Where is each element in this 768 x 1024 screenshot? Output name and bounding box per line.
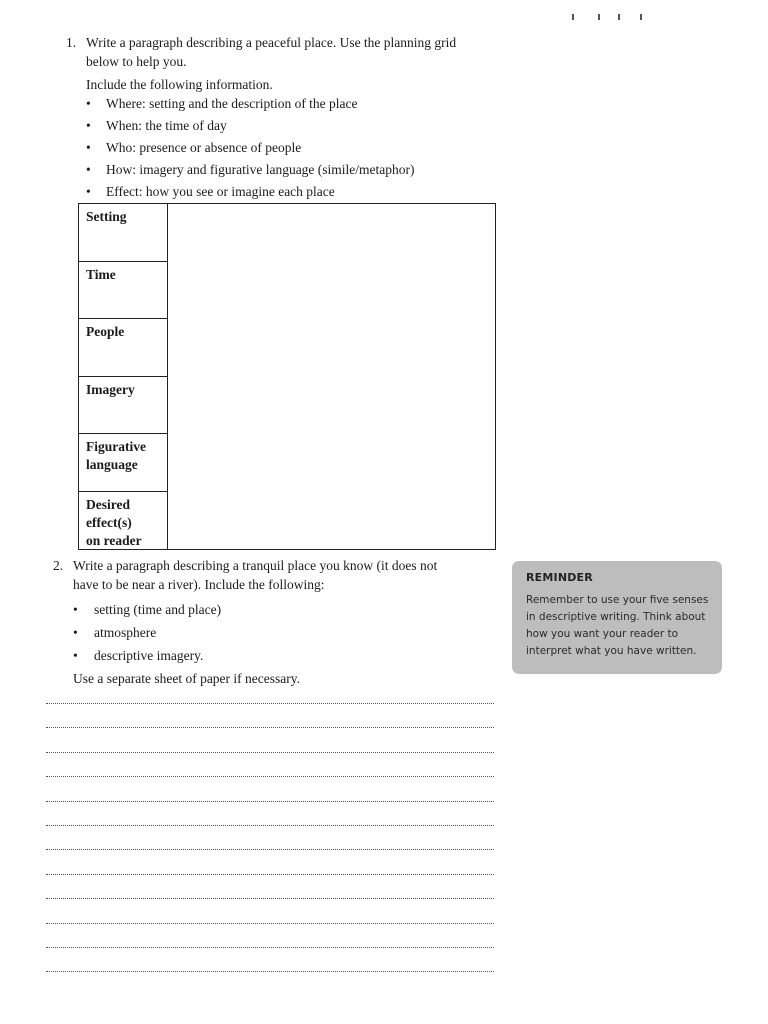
list-item: • How: imagery and figurative language (simile/metaphor): [86, 162, 415, 177]
answer-line[interactable]: [46, 801, 494, 825]
question-intro: Include the following information.: [86, 77, 273, 92]
separate-sheet-note: Use a separate sheet of paper if necessary.: [73, 671, 301, 686]
list-item: • Effect: how you see or imagine each place: [86, 184, 335, 199]
answer-line[interactable]: [46, 923, 494, 947]
answer-line[interactable]: [46, 874, 494, 898]
answer-line[interactable]: [46, 727, 494, 751]
grid-label-people: People: [79, 319, 167, 377]
question-2: [53, 556, 493, 688]
grid-label-desired-effect: Desired effect(s) on reader: [86, 496, 142, 548]
question-number: 1.: [66, 35, 77, 50]
list-item: • Who: presence or absence of people: [86, 140, 302, 155]
list-item: • When: the time of day: [86, 118, 227, 133]
reminder-title: REMINDER: [526, 571, 593, 584]
answer-line[interactable]: [46, 752, 494, 776]
grid-label-setting: Setting: [79, 204, 167, 262]
answer-line[interactable]: [46, 825, 494, 849]
grid-writing-area[interactable]: [168, 204, 495, 549]
grid-label-column: [79, 204, 168, 549]
info-bullet-list: [86, 94, 506, 204]
answer-line[interactable]: [46, 776, 494, 800]
question-prompt: Write a paragraph describing a peaceful place. Use the planning grid below to help you.: [86, 35, 457, 69]
answer-lines: [46, 703, 494, 996]
list-item: • setting (time and place): [73, 602, 222, 617]
answer-line[interactable]: [46, 947, 494, 971]
include-bullet-list: [73, 600, 493, 669]
grid-label-imagery: Imagery: [79, 377, 167, 435]
reminder-text: Remember to use your five senses in descriptive writing. Think about how you want your reader to interpret what you have written.: [526, 594, 709, 657]
answer-line[interactable]: [46, 703, 494, 727]
answer-line[interactable]: [46, 971, 494, 995]
reminder-box: [512, 561, 722, 674]
list-item: • Where: setting and the description of the place: [86, 96, 358, 111]
list-item: • atmosphere: [73, 625, 157, 640]
question-1: [66, 33, 506, 204]
list-item: • descriptive imagery.: [73, 648, 204, 663]
page-edge-marks: [570, 14, 710, 22]
answer-line[interactable]: [46, 849, 494, 873]
planning-grid: [78, 203, 496, 550]
answer-line[interactable]: [46, 898, 494, 922]
question-prompt: Write a paragraph describing a tranquil place you know (it does not have to be near a river). Include the following:: [73, 558, 438, 592]
grid-label-figurative-language: Figurative language: [79, 434, 167, 492]
question-number: 2.: [53, 558, 64, 573]
grid-label-time: Time: [79, 262, 167, 320]
